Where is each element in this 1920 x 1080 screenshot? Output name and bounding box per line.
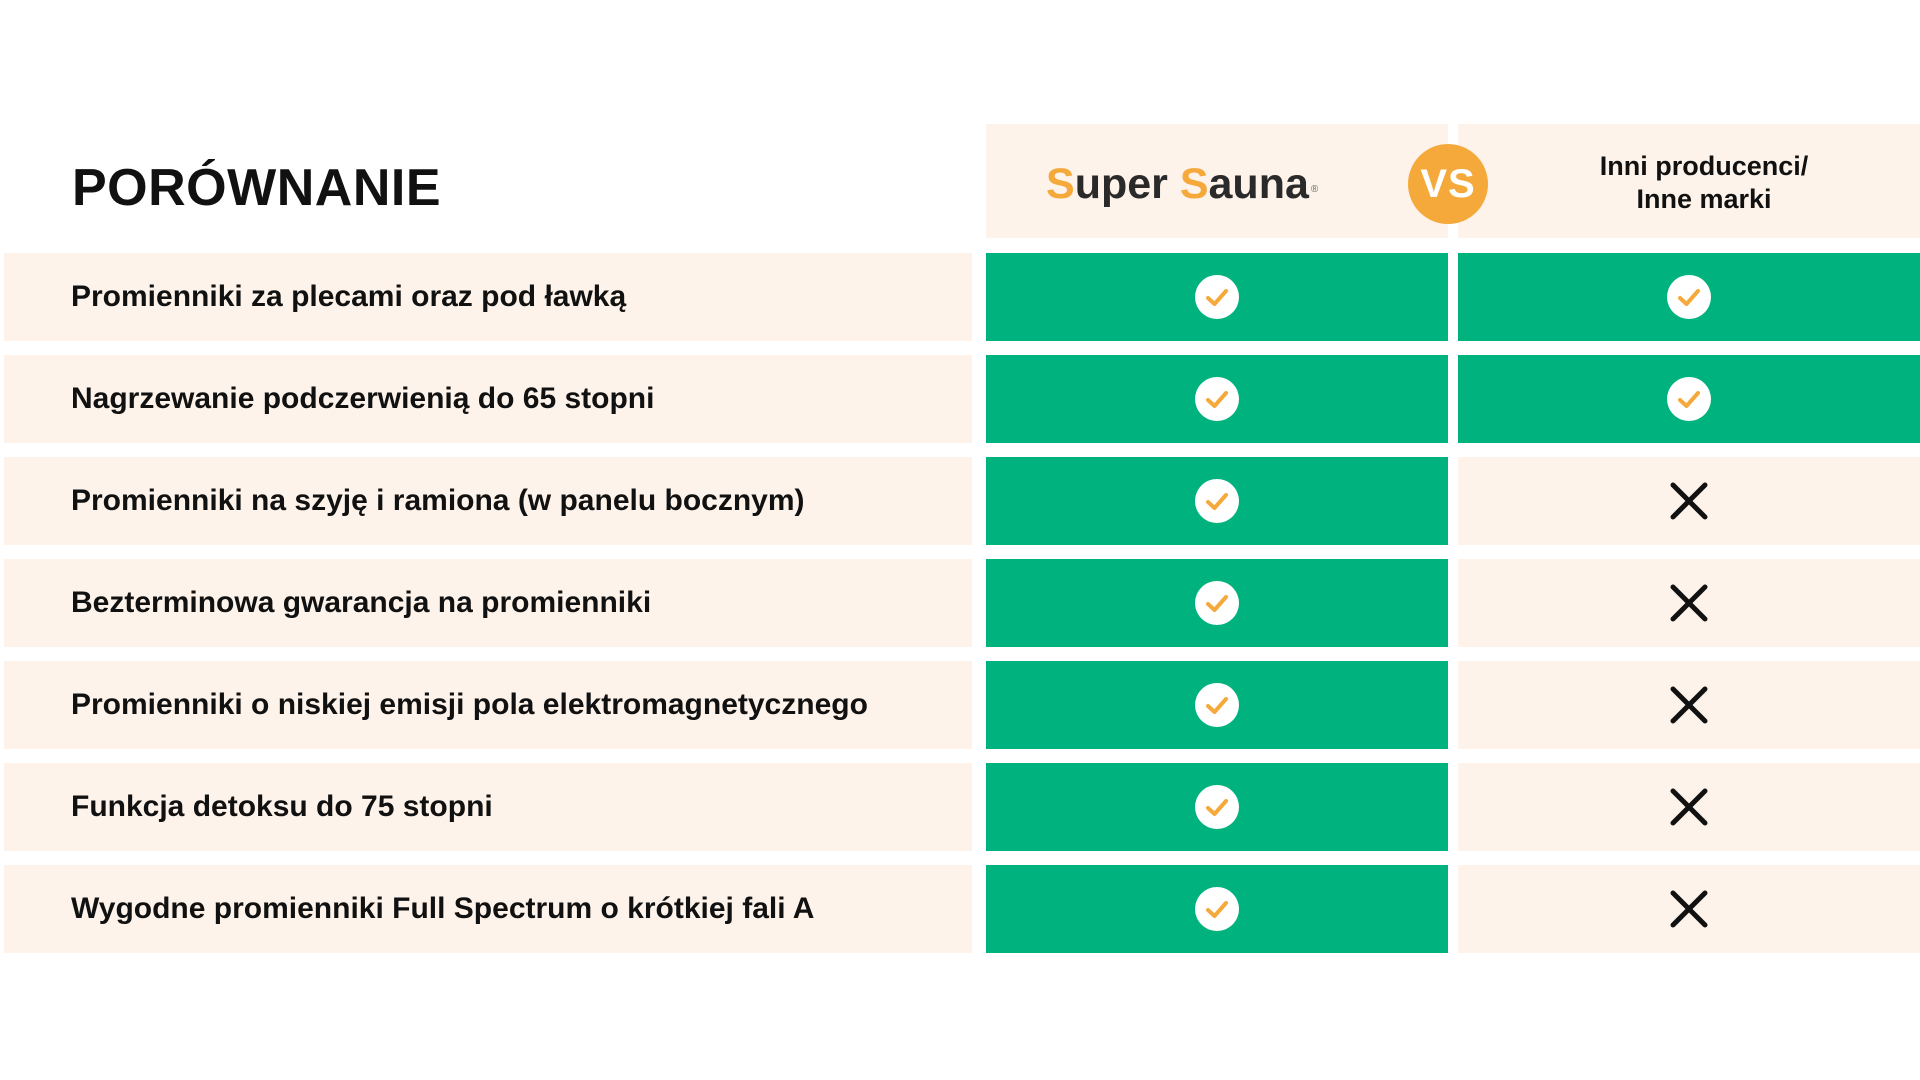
supersauna-cell xyxy=(986,355,1448,443)
checkmark-circle-icon xyxy=(1195,275,1239,319)
supersauna-cell xyxy=(986,661,1448,749)
supersauna-cell xyxy=(986,253,1448,341)
others-cell xyxy=(1458,253,1920,341)
supersauna-cell xyxy=(986,559,1448,647)
others-header-line2: Inne marki xyxy=(1636,184,1772,214)
others-header-line1: Inni producenci/ xyxy=(1599,151,1809,181)
feature-label: Funkcja detoksu do 75 stopni xyxy=(4,763,972,851)
others-header xyxy=(1562,150,1846,216)
others-cell xyxy=(1458,763,1920,851)
page-title: PORÓWNANIE xyxy=(72,159,441,217)
cross-icon xyxy=(1667,581,1711,625)
feature-label: Promienniki na szyję i ramiona (w panelu bocznym) xyxy=(4,457,972,545)
checkmark-circle-icon xyxy=(1195,683,1239,727)
supersauna-cell xyxy=(986,865,1448,953)
checkmark-circle-icon xyxy=(1195,581,1239,625)
cross-icon xyxy=(1667,479,1711,523)
checkmark-circle-icon xyxy=(1195,785,1239,829)
feature-label: Promienniki o niskiej emisji pola elektromagnetycznego xyxy=(4,661,972,749)
others-cell xyxy=(1458,559,1920,647)
feature-label: Bezterminowa gwarancja na promienniki xyxy=(4,559,972,647)
checkmark-circle-icon xyxy=(1195,887,1239,931)
cross-icon xyxy=(1667,887,1711,931)
others-cell xyxy=(1458,355,1920,443)
checkmark-circle-icon xyxy=(1195,377,1239,421)
checkmark-circle-icon xyxy=(1667,275,1711,319)
others-cell xyxy=(1458,865,1920,953)
feature-label: Nagrzewanie podczerwienią do 65 stopni xyxy=(4,355,972,443)
checkmark-circle-icon xyxy=(1667,377,1711,421)
cross-icon xyxy=(1667,683,1711,727)
supersauna-logo: Super Sauna ® xyxy=(1046,160,1319,208)
others-cell xyxy=(1458,661,1920,749)
feature-label: Promienniki za plecami oraz pod ławką xyxy=(4,253,972,341)
vs-badge: VS xyxy=(1408,144,1488,224)
feature-label: Wygodne promienniki Full Spectrum o krótkiej fali A xyxy=(4,865,972,953)
checkmark-circle-icon xyxy=(1195,479,1239,523)
supersauna-cell xyxy=(986,457,1448,545)
supersauna-cell xyxy=(986,763,1448,851)
others-cell xyxy=(1458,457,1920,545)
cross-icon xyxy=(1667,785,1711,829)
